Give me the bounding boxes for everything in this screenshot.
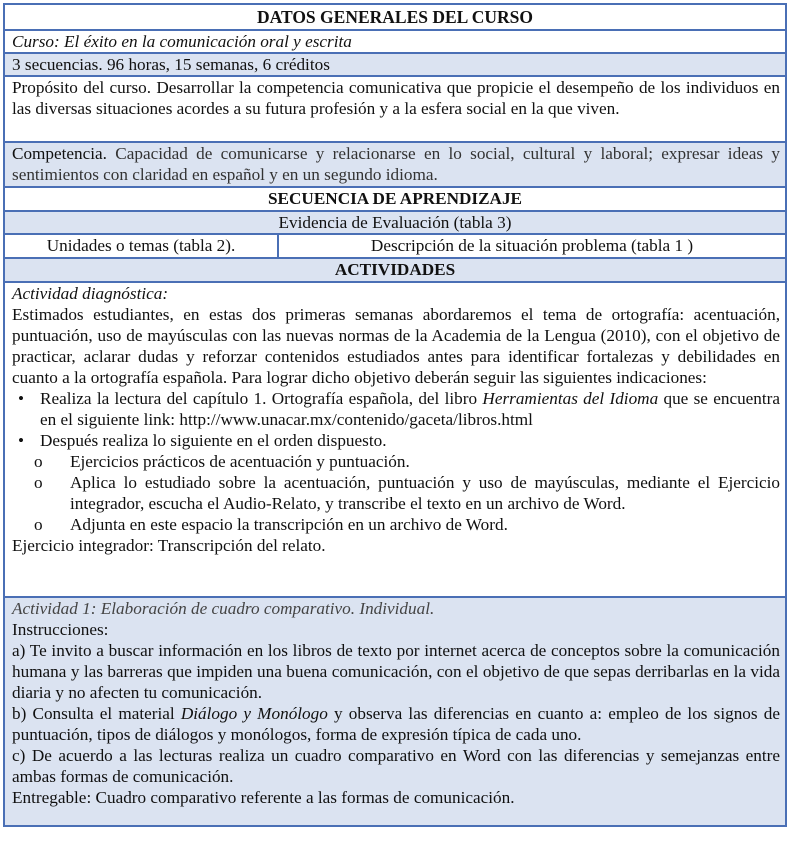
diagnostic-sub-list <box>12 451 780 535</box>
course-summary: 3 secuencias. 96 horas, 15 semanas, 6 créditos <box>12 55 330 74</box>
sub-item-text: Aplica lo estudiado sobre la acentuación, puntuación y uso de mayúsculas, mediante el Ejercicio integrador, escucha el Audio-Relato, y transcribe el texto en un archivo de Word. <box>70 473 780 513</box>
activities-header <box>5 259 785 283</box>
diagnostic-bullets <box>12 388 780 451</box>
course-table <box>3 3 787 827</box>
bullet-icon: • <box>18 431 25 450</box>
units-cell <box>5 235 279 257</box>
list-item <box>18 388 781 430</box>
competence-text: Capacidad de comunicarse y relacionarse en lo social, cultural y laboral; expresar ideas y sentimientos con claridad en español y en un segundo idioma. <box>12 144 780 184</box>
diagnostic-closing: Ejercicio integrador: Transcripción del relato. <box>12 536 326 555</box>
activity-1 <box>5 598 785 825</box>
evidence-row <box>5 212 785 235</box>
course-header <box>5 5 785 31</box>
sub-item-text: Adjunta en este espacio la transcripción en un archivo de Word. <box>70 515 508 534</box>
item-b-pre: b) Consulta el material <box>12 704 181 723</box>
circle-bullet-icon: o <box>34 515 43 534</box>
course-header-title: DATOS GENERALES DEL CURSO <box>256 7 534 27</box>
circle-bullet-icon: o <box>34 452 43 471</box>
evidence-label: Evidencia de Evaluación (tabla 3) <box>278 213 512 232</box>
problem-cell <box>279 235 785 257</box>
list-item <box>34 514 780 535</box>
list-item <box>34 472 780 514</box>
course-competence-row <box>5 143 785 188</box>
list-item <box>18 430 780 451</box>
item-b-post: y observa las diferencias en cuanto a: empleo de los signos de puntuación, tipos de diálogos y monólogos, forma de expresión típica de cada uno. <box>12 704 780 744</box>
circle-bullet-icon: o <box>34 473 43 492</box>
activity1-deliverable: Entregable: Cuadro comparativo referente a las formas de comunicación. <box>12 788 515 807</box>
units-problem-row <box>5 235 785 259</box>
activity1-item-a: a) Te invito a buscar información en los libros de texto por internet acerca de conceptos sobre la comunicación humana y las barreras que impiden una buena comunicación, con el objetivo de que sepas derribarlas en la vida diaria y no afecten tu comunicación. <box>12 641 780 702</box>
activities-title: ACTIVIDADES <box>334 260 456 279</box>
activity1-item-c: c) De acuerdo a las lecturas realiza un cuadro comparativo en Word con las diferencias y semejanzas entre ambas formas de comunicación. <box>12 746 780 786</box>
diagnostic-heading: Actividad diagnóstica: <box>12 284 169 303</box>
course-name-row <box>5 31 785 54</box>
units-label: Unidades o temas (tabla 2). <box>46 236 236 255</box>
activity1-item-b <box>12 703 780 745</box>
course-purpose-row <box>5 77 785 143</box>
course-name: Curso: El éxito en la comunicación oral y escrita <box>12 32 352 51</box>
diagnostic-activity <box>5 283 785 598</box>
bullet-icon: • <box>18 389 25 408</box>
bullet1-text-b: que se encuentra en el siguiente link: http://www.unacar.mx/contenido/gaceta/libros.html <box>40 389 781 429</box>
material-title: Diálogo y Monólogo <box>180 704 328 723</box>
sub-item-text: Ejercicios prácticos de acentuación y puntuación. <box>70 452 410 471</box>
competence-label: Competencia. <box>12 144 107 163</box>
diagnostic-intro: Estimados estudiantes, en estas dos primeras semanas abordaremos el tema de ortografía: acentuación, puntuación, uso de mayúsculas con las nuevas normas de la Academia de la Lengua (2010), con el objetivo de practicar, aclarar dudas y reforzar contenidos estudiados antes para identificar fortalezas y debilidades en cuanto a la ortografía española. Para lograr dicho objetivo deberán seguir las siguientes indicaciones: <box>12 305 780 387</box>
course-purpose: Propósito del curso. Desarrollar la competencia comunicativa que propicie el desempeño de los individuos en las diversas situaciones acordes a su futura profesión y a la esfera social en la que viven. <box>12 78 780 118</box>
book-title: Herramientas del Idioma <box>482 389 659 408</box>
sequence-header <box>5 188 785 212</box>
course-summary-row <box>5 54 785 77</box>
sequence-title: SECUENCIA DE APRENDIZAJE <box>267 189 523 208</box>
problem-label: Descripción de la situación problema (tabla 1 ) <box>370 236 694 255</box>
list-item <box>34 451 780 472</box>
bullet2-text: Después realiza lo siguiente en el orden dispuesto. <box>40 431 387 450</box>
bullet1-text-a: Realiza la lectura del capítulo 1. Ortografía española, del libro <box>40 389 483 408</box>
activity1-heading: Actividad 1: Elaboración de cuadro comparativo. Individual. <box>12 599 435 618</box>
activity1-instructions-label: Instrucciones: <box>12 620 109 639</box>
